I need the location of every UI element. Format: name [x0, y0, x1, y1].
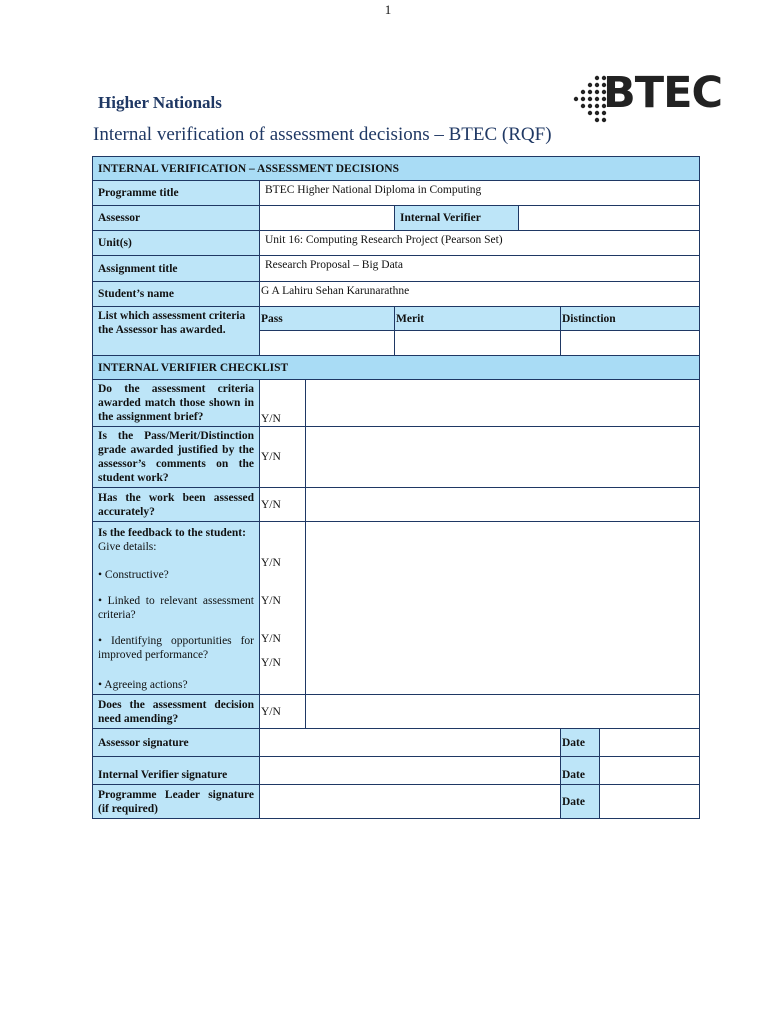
yn-answer[interactable]: Y/N	[261, 633, 281, 645]
date-label: Date	[561, 729, 600, 757]
date-field[interactable]	[600, 729, 700, 757]
feedback-item-opportunities: • Identifying opportunities for improved performance?	[98, 635, 254, 661]
internal-verifier-field[interactable]	[519, 206, 700, 231]
internal-verifier-label: Internal Verifier	[395, 206, 519, 231]
date-field[interactable]	[600, 757, 700, 785]
merit-criteria-field[interactable]	[395, 331, 561, 356]
programme-leader-signature-label: Programme Leader signature (if required)	[93, 785, 260, 819]
feedback-item-actions: • Agreeing actions?	[98, 679, 188, 691]
assignment-title-field[interactable]: Research Proposal – Big Data	[260, 256, 700, 282]
comment-field[interactable]	[306, 522, 700, 695]
date-field[interactable]	[600, 785, 700, 819]
page-subtitle: Internal verification of assessment decisions – BTEC (RQF)	[93, 124, 552, 145]
yn-answer[interactable]: Y/N	[261, 595, 281, 607]
checklist-question-assessed-accurately: Has the work been assessed accurately?	[93, 488, 260, 522]
yn-answer[interactable]: Y/N	[260, 380, 306, 427]
feedback-item-linked: • Linked to relevant assessment criteria?	[98, 595, 254, 621]
assessor-signature-label: Assessor signature	[93, 729, 260, 757]
distinction-label: Distinction	[561, 307, 700, 331]
feedback-yn-column	[260, 522, 306, 695]
feedback-give-details: Give details:	[98, 541, 157, 553]
yn-answer[interactable]: Y/N	[260, 427, 306, 488]
btec-logo	[573, 68, 723, 126]
student-name-field[interactable]: G A Lahiru Sehan Karunarathne	[260, 282, 700, 307]
feedback-question-title: Is the feedback to the student:	[98, 527, 246, 539]
verification-form	[92, 156, 700, 819]
pass-criteria-field[interactable]	[260, 331, 395, 356]
comment-field[interactable]	[306, 380, 700, 427]
assessor-label: Assessor	[93, 206, 260, 231]
checklist-question-feedback	[93, 522, 260, 695]
assignment-title-label: Assignment title	[93, 256, 260, 282]
yn-answer[interactable]: Y/N	[260, 488, 306, 522]
internal-verifier-signature-label: Internal Verifier signature	[93, 757, 260, 785]
date-label: Date	[561, 757, 600, 785]
criteria-awarded-label: List which assessment criteria the Assessor has awarded.	[93, 307, 260, 356]
page-title: Higher Nationals	[98, 93, 222, 112]
internal-verifier-signature-field[interactable]	[260, 757, 561, 785]
yn-answer[interactable]: Y/N	[260, 695, 306, 729]
checklist-section-header: INTERNAL VERIFIER CHECKLIST	[93, 356, 700, 380]
checklist-question-criteria-match: Do the assessment criteria awarded match those shown in the assignment brief?	[93, 380, 260, 427]
comment-field[interactable]	[306, 695, 700, 729]
checklist-question-amending: Does the assessment decision need amending?	[93, 695, 260, 729]
programme-title-field[interactable]: BTEC Higher National Diploma in Computing	[260, 181, 700, 206]
merit-label: Merit	[395, 307, 561, 331]
assessor-signature-field[interactable]	[260, 729, 561, 757]
yn-answer[interactable]: Y/N	[261, 557, 281, 569]
dots-logo-icon	[573, 74, 607, 124]
comment-field[interactable]	[306, 427, 700, 488]
comment-field[interactable]	[306, 488, 700, 522]
programme-leader-signature-field[interactable]	[260, 785, 561, 819]
programme-title-label: Programme title	[93, 181, 260, 206]
units-field[interactable]: Unit 16: Computing Research Project (Pearson Set)	[260, 231, 700, 256]
assessor-field[interactable]	[260, 206, 395, 231]
page-number: 1	[384, 2, 392, 17]
checklist-question-grade-justified: Is the Pass/Merit/Distinction grade awarded justified by the assessor’s comments on the student work?	[93, 427, 260, 488]
units-label: Unit(s)	[93, 231, 260, 256]
distinction-criteria-field[interactable]	[561, 331, 700, 356]
pass-label: Pass	[260, 307, 395, 331]
student-name-label: Student’s name	[93, 282, 260, 307]
date-label: Date	[561, 785, 600, 819]
feedback-item-constructive: • Constructive?	[98, 569, 169, 581]
decisions-section-header: INTERNAL VERIFICATION – ASSESSMENT DECISIONS	[93, 157, 700, 181]
yn-answer[interactable]: Y/N	[261, 657, 281, 669]
logo-text: BTEC	[603, 68, 723, 118]
